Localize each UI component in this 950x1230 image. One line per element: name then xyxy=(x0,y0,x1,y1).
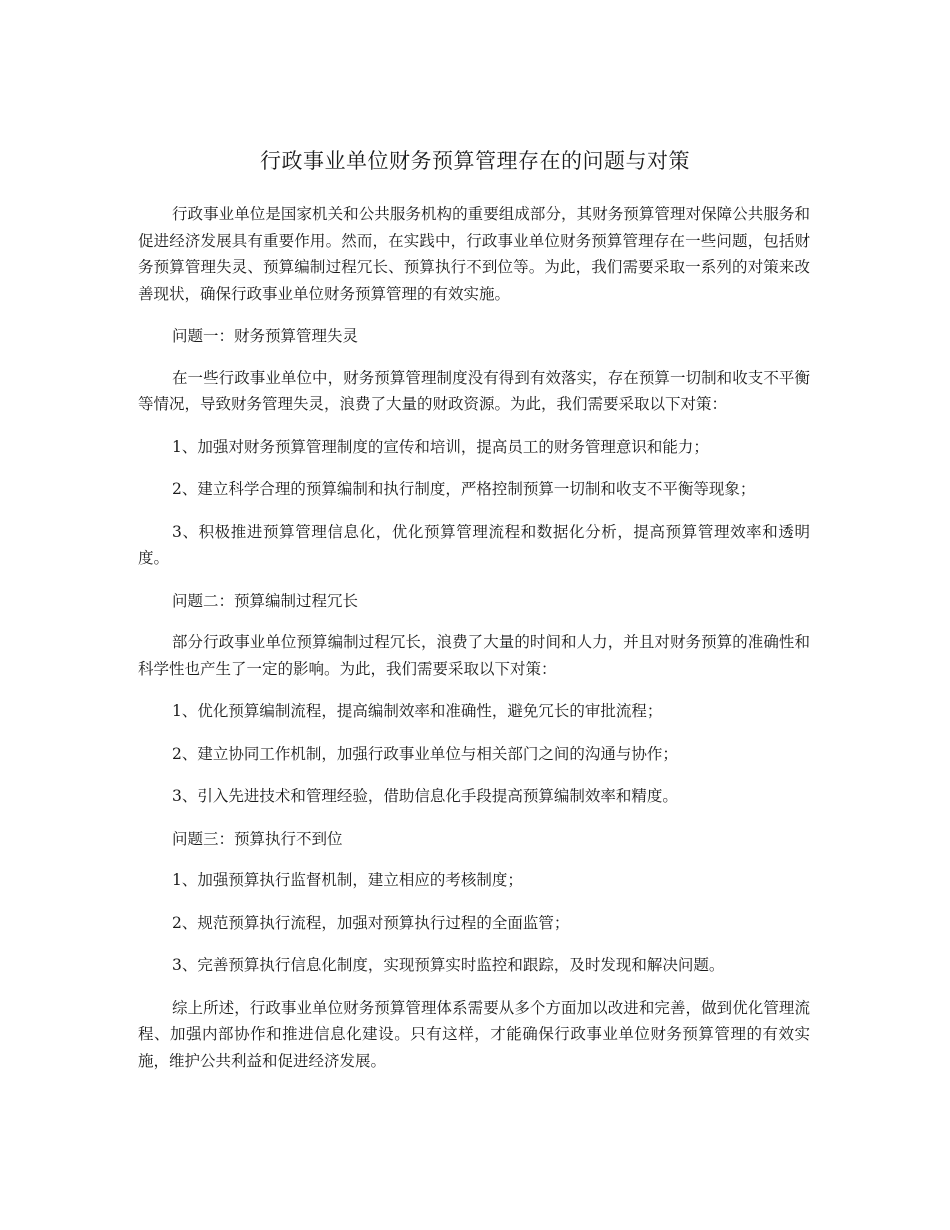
problem-1-measure-1: 1、加强对财务预算管理制度的宣传和培训，提高员工的财务管理意识和能力； xyxy=(172,437,709,456)
problem-1-measure-3: 3、积极推进预算管理信息化，优化预算管理流程和数据化分析，提高预算管理效率和透明度。 xyxy=(138,522,810,567)
section-heading-problem-3: 问题三：预算执行不到位 xyxy=(172,829,343,848)
problem-2-measure-3: 3、引入先进技术和管理经验，借助信息化手段提高预算编制效率和精度。 xyxy=(172,787,678,805)
problem-2-measure-1: 1、优化预算编制流程，提高编制效率和准确性，避免冗长的审批流程； xyxy=(172,702,663,720)
problem-2-measure-2: 2、建立协同工作机制，加强行政事业单位与相关部门之间的沟通与协作； xyxy=(172,744,678,763)
problem-3-measure-1: 1、加强预算执行监督机制，建立相应的考核制度； xyxy=(172,871,523,889)
section-heading-problem-1: 问题一：财务预算管理失灵 xyxy=(172,327,359,345)
problem-3-measure-3: 3、完善预算执行信息化制度，实现预算实时监控和跟踪，及时发现和解决问题。 xyxy=(172,956,725,974)
problem-3-measure-2: 2、规范预算执行流程，加强对预算执行过程的全面监管； xyxy=(172,913,570,932)
section-heading-problem-2: 问题二：预算编制过程冗长 xyxy=(172,591,359,610)
document-title: 行政事业单位财务预算管理存在的问题与对策 xyxy=(260,149,690,173)
intro-paragraph: 行政事业单位是国家机关和公共服务机构的重要组成部分，其财务预算管理对保障公共服务和促进经济发展具有重要作用。然而，在实践中，行政事业单位财务预算管理存在一些问题，包括财务预算管理失灵、预算编制过程冗长、预算执行不到位等。为此，我们需要采取一系列的对策来改善现状，确保行政事业单位财务预算管理的有效实施。 xyxy=(138,205,810,303)
document-body xyxy=(138,201,810,1090)
conclusion-paragraph: 综上所述，行政事业单位财务预算管理体系需要从多个方面加以改进和完善，做到优化管理流程、加强内部协作和推进信息化建设。只有这样，才能确保行政事业单位财务预算管理的有效实施，维护公共利益和促进经济发展。 xyxy=(138,998,810,1070)
problem-2-description: 部分行政事业单位预算编制过程冗长，浪费了大量的时间和人力，并且对财务预算的准确性和科学性也产生了一定的影响。为此，我们需要采取以下对策： xyxy=(138,633,810,678)
problem-1-measure-2: 2、建立科学合理的预算编制和执行制度，严格控制预算一切制和收支不平衡等现象； xyxy=(172,480,756,498)
problem-1-description: 在一些行政事业单位中，财务预算管理制度没有得到有效落实，存在预算一切制和收支不平衡等情况，导致财务管理失灵，浪费了大量的财政资源。为此，我们需要采取以下对策： xyxy=(138,368,810,413)
